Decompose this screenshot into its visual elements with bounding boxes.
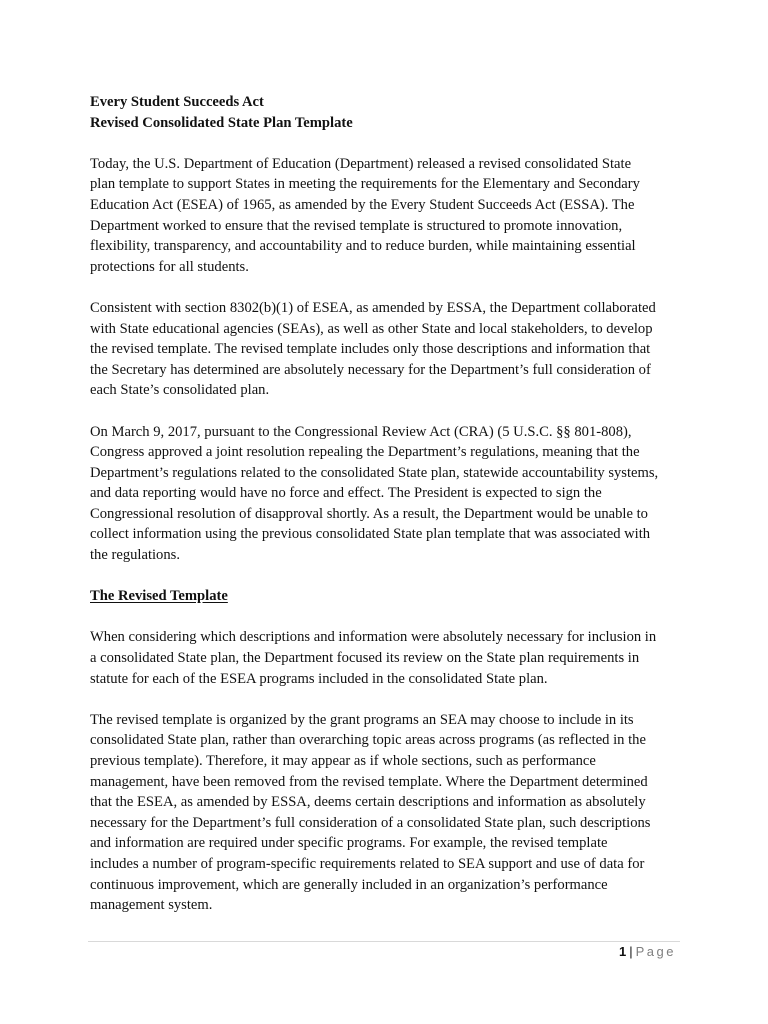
text-line: necessary for the Department’s full consideration of a consolidated State plan, such descriptions: [90, 814, 651, 831]
text-line: plan template to support States in meeting the requirements for the Elementary and Secondary: [90, 176, 640, 193]
text-line: and information are required under specific programs. For example, the revised template: [90, 835, 608, 852]
title-line: Every Student Succeeds Act: [90, 94, 264, 110]
text-line: the Secretary has determined are absolutely necessary for the Department’s full consideration of: [90, 361, 651, 378]
paragraph: [90, 422, 686, 566]
paragraph: [90, 298, 686, 401]
text-line: Consistent with section 8302(b)(1) of ESEA, as amended by ESSA, the Department collaborated: [90, 299, 656, 316]
text-line: The revised template is organized by the grant programs an SEA may choose to include in its: [90, 711, 634, 728]
document-body: [90, 92, 686, 936]
text-line: continuous improvement, which are generally included in an organization’s performance: [90, 876, 608, 893]
footer-divider: [88, 941, 680, 942]
text-line: Education Act (ESEA) of 1965, as amended by the Every Student Succeeds Act (ESSA). The: [90, 196, 635, 213]
text-line: statute for each of the ESEA programs included in the consolidated State plan.: [90, 670, 548, 687]
page-number: 1: [619, 944, 627, 959]
text-line: Today, the U.S. Department of Education (Department) released a revised consolidated State: [90, 155, 632, 172]
text-line: Department’s regulations related to the consolidated State plan, statewide accountability systems,: [90, 464, 659, 481]
text-line: with State educational agencies (SEAs), as well as other State and local stakeholders, to develop: [90, 320, 653, 337]
intro-section: [90, 154, 686, 566]
text-line: and data reporting would have no force and effect. The President is expected to sign the: [90, 485, 602, 502]
subtitle-line: Revised Consolidated State Plan Template: [90, 114, 353, 131]
text-line: collect information using the previous consolidated State plan template that was associated with: [90, 526, 651, 543]
text-line: protections for all students.: [90, 258, 249, 275]
text-line: the revised template. The revised template includes only those descriptions and information that: [90, 341, 651, 358]
text-line: includes a number of program-specific requirements related to SEA support and use of data for: [90, 855, 645, 872]
text-line: Department worked to ensure that the revised template is structured to promote innovation,: [90, 217, 623, 234]
text-line: the regulations.: [90, 547, 180, 564]
text-line: previous template). Therefore, it may appear as if whole sections, such as performance: [90, 753, 596, 769]
text-line: each State’s consolidated plan.: [90, 382, 270, 399]
paragraph: [90, 710, 686, 916]
page-footer: [619, 944, 676, 959]
text-line: consolidated State plan, rather than overarching topic areas across programs (as reflected in the: [90, 732, 646, 749]
section-heading: The Revised Template: [90, 588, 228, 605]
page-label: Page: [635, 944, 676, 959]
text-line: Congress approved a joint resolution repealing the Department’s regulations, meaning that the: [90, 444, 640, 461]
text-line: When considering which descriptions and information were absolutely necessary for inclusion in: [90, 629, 657, 646]
text-line: flexibility, transparency, and accountability and to reduce burden, while maintaining essential: [90, 238, 636, 255]
text-line: that the ESEA, as amended by ESSA, deems certain descriptions and information as absolutely: [90, 794, 646, 811]
document-title: [90, 92, 686, 133]
text-line: management, have been removed from the revised template. Where the Department determined: [90, 773, 648, 790]
paragraph: [90, 154, 686, 278]
text-line: management system.: [90, 897, 213, 914]
text-line: a consolidated State plan, the Department focused its review on the State plan requirements in: [90, 650, 640, 667]
page-separator: |: [629, 944, 633, 959]
text-line: On March 9, 2017, pursuant to the Congressional Review Act (CRA) (5 U.S.C. §§ 801-808),: [90, 423, 632, 440]
text-line: Congressional resolution of disapproval shortly. As a result, the Department would be unable to: [90, 505, 648, 522]
paragraph: [90, 627, 686, 689]
revised-template-section: [90, 627, 686, 915]
